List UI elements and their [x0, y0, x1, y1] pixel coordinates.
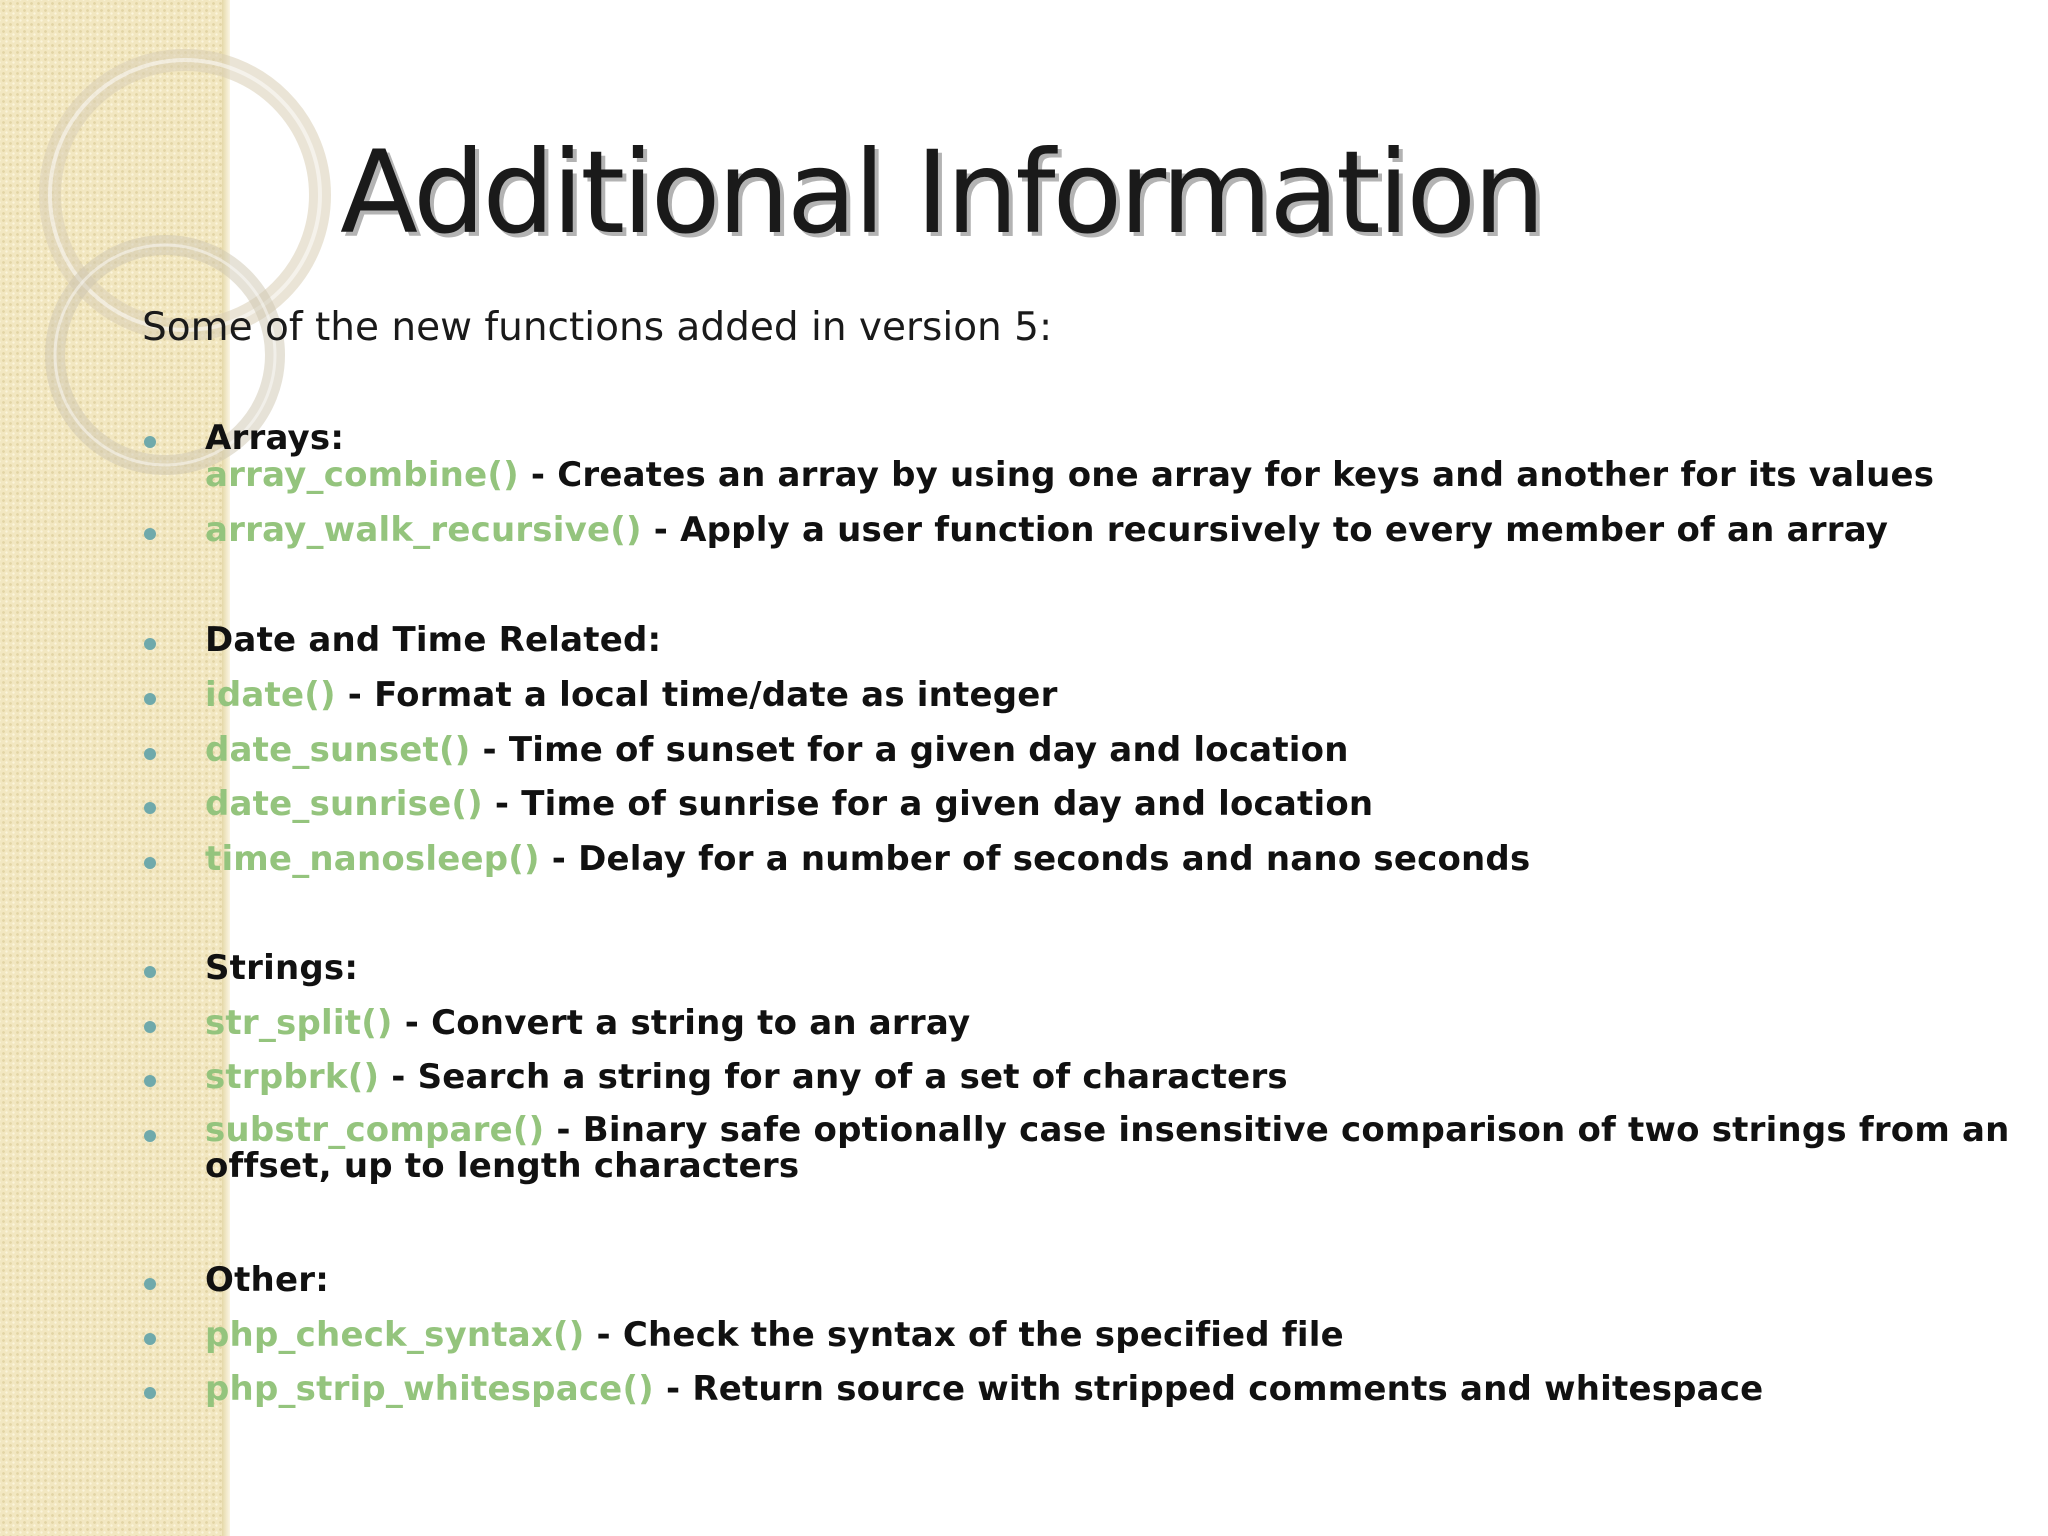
- function-name: idate(): [205, 675, 336, 715]
- function-list-item: [205, 455, 1934, 495]
- function-list-item: [205, 1057, 1288, 1097]
- separator-dash: -: [539, 839, 579, 879]
- section-heading: Date and Time Related:: [205, 620, 662, 660]
- function-list-item: [205, 675, 1058, 715]
- bullet-dot: [144, 528, 156, 540]
- section-heading: Strings:: [205, 948, 359, 988]
- bullet-dot: [144, 1333, 156, 1345]
- section-heading: Other:: [205, 1260, 329, 1300]
- function-description: Delay for a number of seconds and nano seconds: [578, 839, 1531, 879]
- function-name: time_nanosleep(): [205, 839, 540, 879]
- function-name: date_sunrise(): [205, 784, 483, 824]
- separator-dash: -: [392, 1003, 432, 1043]
- function-list-item: [205, 1369, 1763, 1409]
- function-description: Return source with stripped comments and whitespace: [692, 1369, 1764, 1409]
- function-list-item: [205, 1112, 2010, 1184]
- function-description: Check the syntax of the specified file: [622, 1315, 1344, 1355]
- separator-dash: -: [653, 1369, 693, 1409]
- function-description: Time of sunset for a given day and location: [508, 730, 1349, 770]
- separator-dash: -: [470, 730, 509, 770]
- function-name: php_strip_whitespace(): [205, 1369, 654, 1409]
- separator-dash: -: [335, 675, 375, 715]
- function-description-continued: offset, up to length characters: [205, 1146, 800, 1186]
- bullet-dot: [144, 1075, 156, 1087]
- bullet-dot: [144, 802, 156, 814]
- bullet-dot: [144, 1278, 156, 1290]
- function-description: Search a string for any of a set of characters: [417, 1057, 1288, 1097]
- function-description: Binary safe optionally case insensitive comparison of two strings from an: [582, 1110, 2010, 1150]
- section-heading: Arrays:: [205, 418, 345, 458]
- bullet-dot: [144, 1021, 156, 1033]
- function-description: Format a local time/date as integer: [374, 675, 1058, 715]
- separator-dash: -: [518, 455, 558, 495]
- separator-dash: -: [379, 1057, 418, 1097]
- function-list-item: [205, 730, 1349, 770]
- function-name: substr_compare(): [205, 1110, 545, 1150]
- function-name: array_combine(): [205, 455, 519, 495]
- bullet-dot: [144, 966, 156, 978]
- bullet-dot: [144, 436, 156, 448]
- function-list-item: [205, 1315, 1344, 1355]
- function-description: Time of sunrise for a given day and location: [521, 784, 1374, 824]
- function-list-item: [205, 510, 1888, 550]
- separator-dash: -: [544, 1110, 583, 1150]
- function-name: strpbrk(): [205, 1057, 380, 1097]
- separator-dash: -: [482, 784, 522, 824]
- function-name: array_walk_recursive(): [205, 510, 642, 550]
- function-name: php_check_syntax(): [205, 1315, 585, 1355]
- function-list-item: [205, 1003, 970, 1043]
- function-name: date_sunset(): [205, 730, 471, 770]
- bullet-dot: [144, 857, 156, 869]
- bullet-dot: [144, 638, 156, 650]
- slide-title: Additional Information: [340, 126, 1543, 259]
- separator-dash: -: [641, 510, 681, 550]
- function-description: Apply a user function recursively to every member of an array: [680, 510, 1889, 550]
- bullet-dot: [144, 1130, 156, 1142]
- function-name: str_split(): [205, 1003, 393, 1043]
- function-list-item: [205, 784, 1373, 824]
- bullet-dot: [144, 748, 156, 760]
- bullet-dot: [144, 693, 156, 705]
- function-list-item: [205, 839, 1530, 879]
- intro-text: Some of the new functions added in version 5:: [142, 305, 1053, 350]
- function-description: Convert a string to an array: [431, 1003, 971, 1043]
- bullet-dot: [144, 1387, 156, 1399]
- separator-dash: -: [584, 1315, 623, 1355]
- function-description: Creates an array by using one array for keys and another for its values: [557, 455, 1935, 495]
